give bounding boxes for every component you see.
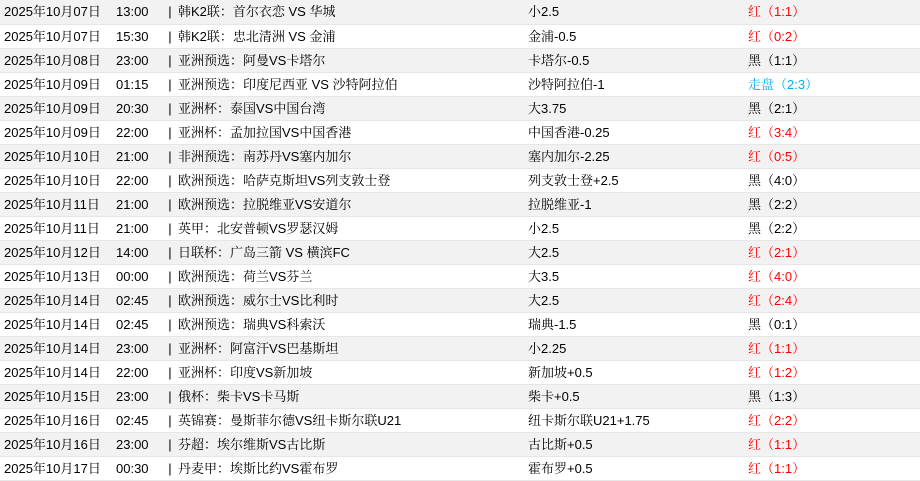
row-separator: | — [164, 240, 174, 264]
table-row — [0, 240, 920, 264]
match-handicap: 塞内加尔-2.25 — [524, 144, 744, 168]
match-time: 02:45 — [112, 288, 164, 312]
row-separator: | — [164, 288, 174, 312]
row-separator: | — [164, 384, 174, 408]
match-result: 红（3:4） — [744, 120, 920, 144]
table-row — [0, 432, 920, 456]
match-handicap: 大2.5 — [524, 240, 744, 264]
match-result: 黑（2:1） — [744, 96, 920, 120]
table-row — [0, 192, 920, 216]
match-result: 红（1:1） — [744, 432, 920, 456]
match-handicap: 大3.5 — [524, 264, 744, 288]
match-result: 红（2:2） — [744, 408, 920, 432]
match-date: 2025年10月14日 — [0, 288, 112, 312]
match-date: 2025年10月08日 — [0, 48, 112, 72]
row-separator: | — [164, 168, 174, 192]
table-row — [0, 456, 920, 480]
match-date: 2025年10月14日 — [0, 312, 112, 336]
match-time: 23:00 — [112, 384, 164, 408]
match-time: 02:45 — [112, 408, 164, 432]
table-row — [0, 120, 920, 144]
row-separator: | — [164, 192, 174, 216]
match-handicap: 大3.75 — [524, 96, 744, 120]
match-result: 黑（1:3） — [744, 384, 920, 408]
match-info: 丹麦甲：埃斯比约VS霍布罗 — [174, 456, 524, 480]
match-result: 红（1:1） — [744, 456, 920, 480]
table-row — [0, 24, 920, 48]
match-date: 2025年10月07日 — [0, 24, 112, 48]
row-separator: | — [164, 336, 174, 360]
match-date: 2025年10月10日 — [0, 144, 112, 168]
match-result: 黑（4:0） — [744, 168, 920, 192]
match-date: 2025年10月15日 — [0, 384, 112, 408]
match-time: 22:00 — [112, 168, 164, 192]
match-date: 2025年10月14日 — [0, 336, 112, 360]
match-handicap: 霍布罗+0.5 — [524, 456, 744, 480]
table-row — [0, 168, 920, 192]
match-handicap: 新加坡+0.5 — [524, 360, 744, 384]
row-separator: | — [164, 72, 174, 96]
match-info: 亚洲预选：阿曼VS卡塔尔 — [174, 48, 524, 72]
table-row — [0, 360, 920, 384]
match-date: 2025年10月12日 — [0, 240, 112, 264]
match-info: 亚洲预选：印度尼西亚 VS 沙特阿拉伯 — [174, 72, 524, 96]
match-time: 02:45 — [112, 312, 164, 336]
row-separator: | — [164, 96, 174, 120]
row-separator: | — [164, 408, 174, 432]
match-info: 英锦赛：曼斯菲尔德VS纽卡斯尔联U21 — [174, 408, 524, 432]
match-info: 英甲：北安普顿VS罗瑟汉姆 — [174, 216, 524, 240]
match-info: 亚洲杯：印度VS新加坡 — [174, 360, 524, 384]
table-row — [0, 384, 920, 408]
table-row — [0, 408, 920, 432]
match-date: 2025年10月13日 — [0, 264, 112, 288]
match-info: 欧洲预选：荷兰VS芬兰 — [174, 264, 524, 288]
match-time: 21:00 — [112, 192, 164, 216]
match-info: 欧洲预选：拉脱维亚VS安道尔 — [174, 192, 524, 216]
table-row — [0, 96, 920, 120]
match-handicap: 卡塔尔-0.5 — [524, 48, 744, 72]
match-date: 2025年10月16日 — [0, 432, 112, 456]
match-info: 欧洲预选：威尔士VS比利时 — [174, 288, 524, 312]
match-result: 黑（2:2） — [744, 192, 920, 216]
match-info: 欧洲预选：哈萨克斯坦VS列支敦士登 — [174, 168, 524, 192]
match-time: 22:00 — [112, 120, 164, 144]
table-row — [0, 216, 920, 240]
match-info: 非洲预选：南苏丹VS塞内加尔 — [174, 144, 524, 168]
match-info: 日联杯：广岛三箭 VS 横滨FC — [174, 240, 524, 264]
match-result: 红（2:4） — [744, 288, 920, 312]
match-date: 2025年10月07日 — [0, 0, 112, 24]
match-date: 2025年10月16日 — [0, 408, 112, 432]
table-row — [0, 288, 920, 312]
table-row — [0, 144, 920, 168]
match-info: 欧洲预选：瑞典VS科索沃 — [174, 312, 524, 336]
match-time: 01:15 — [112, 72, 164, 96]
match-date: 2025年10月17日 — [0, 456, 112, 480]
match-info: 亚洲杯：阿富汗VS巴基斯坦 — [174, 336, 524, 360]
match-date: 2025年10月09日 — [0, 120, 112, 144]
row-separator: | — [164, 144, 174, 168]
match-handicap: 小2.5 — [524, 216, 744, 240]
match-result: 黑（1:1） — [744, 48, 920, 72]
row-separator: | — [164, 0, 174, 24]
match-handicap: 中国香港-0.25 — [524, 120, 744, 144]
match-date: 2025年10月11日 — [0, 216, 112, 240]
match-result: 红（1:1） — [744, 336, 920, 360]
table-row — [0, 312, 920, 336]
match-handicap: 大2.5 — [524, 288, 744, 312]
match-date: 2025年10月11日 — [0, 192, 112, 216]
match-handicap: 列支敦士登+2.5 — [524, 168, 744, 192]
match-time: 00:00 — [112, 264, 164, 288]
match-date: 2025年10月10日 — [0, 168, 112, 192]
table-row — [0, 48, 920, 72]
match-date: 2025年10月09日 — [0, 72, 112, 96]
match-info: 韩K2联：首尔衣恋 VS 华城 — [174, 0, 524, 24]
row-separator: | — [164, 264, 174, 288]
match-time: 22:00 — [112, 360, 164, 384]
match-result: 红（4:0） — [744, 264, 920, 288]
match-date: 2025年10月14日 — [0, 360, 112, 384]
match-handicap: 柴卡+0.5 — [524, 384, 744, 408]
table-row — [0, 0, 920, 24]
match-result: 红（1:2） — [744, 360, 920, 384]
match-result: 红（2:1） — [744, 240, 920, 264]
match-time: 15:30 — [112, 24, 164, 48]
match-time: 21:00 — [112, 216, 164, 240]
match-time: 23:00 — [112, 432, 164, 456]
match-info: 亚洲杯：孟加拉国VS中国香港 — [174, 120, 524, 144]
match-result: 红（0:5） — [744, 144, 920, 168]
match-handicap: 古比斯+0.5 — [524, 432, 744, 456]
match-time: 23:00 — [112, 48, 164, 72]
match-date: 2025年10月09日 — [0, 96, 112, 120]
row-separator: | — [164, 48, 174, 72]
row-separator: | — [164, 120, 174, 144]
match-time: 23:00 — [112, 336, 164, 360]
table-row — [0, 336, 920, 360]
match-info: 韩K2联：忠北清洲 VS 金浦 — [174, 24, 524, 48]
row-separator: | — [164, 312, 174, 336]
match-time: 21:00 — [112, 144, 164, 168]
match-time: 14:00 — [112, 240, 164, 264]
match-result: 红（0:2） — [744, 24, 920, 48]
match-info: 亚洲杯：泰国VS中国台湾 — [174, 96, 524, 120]
match-info: 芬超：埃尔维斯VS古比斯 — [174, 432, 524, 456]
match-result: 走盘（2:3） — [744, 72, 920, 96]
match-info: 俄杯：柴卡VS卡马斯 — [174, 384, 524, 408]
row-separator: | — [164, 24, 174, 48]
match-result: 红（1:1） — [744, 0, 920, 24]
match-handicap: 纽卡斯尔联U21+1.75 — [524, 408, 744, 432]
row-separator: | — [164, 456, 174, 480]
match-result: 黑（0:1） — [744, 312, 920, 336]
match-result: 黑（2:2） — [744, 216, 920, 240]
match-handicap: 小2.25 — [524, 336, 744, 360]
match-handicap: 小2.5 — [524, 0, 744, 24]
match-time: 13:00 — [112, 0, 164, 24]
row-separator: | — [164, 216, 174, 240]
match-handicap: 沙特阿拉伯-1 — [524, 72, 744, 96]
row-separator: | — [164, 432, 174, 456]
match-handicap: 瑞典-1.5 — [524, 312, 744, 336]
match-time: 00:30 — [112, 456, 164, 480]
match-handicap: 金浦-0.5 — [524, 24, 744, 48]
match-time: 20:30 — [112, 96, 164, 120]
match-handicap: 拉脱维亚-1 — [524, 192, 744, 216]
table-row — [0, 72, 920, 96]
table-row — [0, 264, 920, 288]
row-separator: | — [164, 360, 174, 384]
